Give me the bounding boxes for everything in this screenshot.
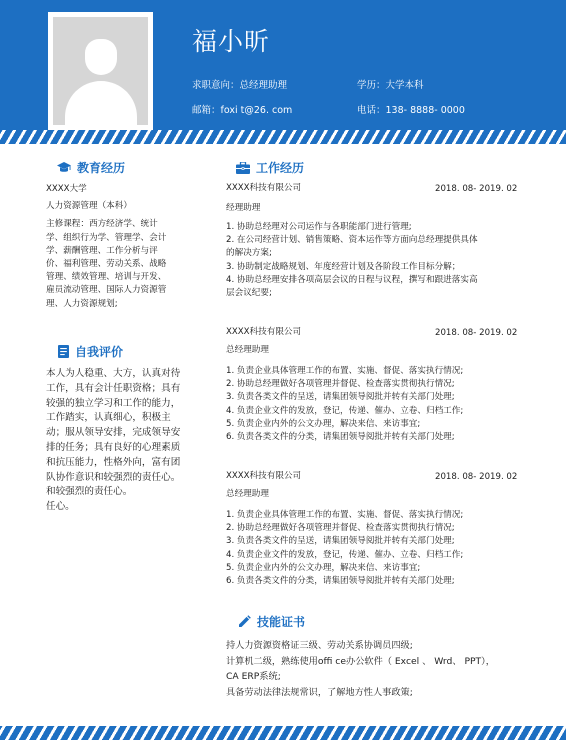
briefcase-icon (236, 162, 250, 174)
major: 人力资源管理（本科） (46, 201, 132, 212)
job-company: XXXX科技有限公司 (226, 327, 302, 337)
self-eval-line: 任心。 (46, 501, 75, 513)
graduation-cap-icon (57, 162, 71, 174)
course-line: 学、组织行为学、管理学、会计 (46, 232, 167, 243)
document-icon (58, 345, 69, 358)
course-line: 学、薪酬管理、工作分析与评 (46, 245, 158, 256)
job-company: XXXX科技有限公司 (226, 471, 302, 481)
duty-item: 的解决方案; (226, 248, 272, 259)
skill-line: 持人力资源资格证三级、劳动关系协调员四级; (226, 640, 413, 651)
self-eval-line: 本人为人稳重、大方，认真对待 (46, 368, 181, 379)
duty-item: 5. 负责企业内外的公文办理，解决来信、来访事宜; (226, 562, 421, 573)
job-duties (226, 365, 463, 444)
self-eval-line: 工作踏实，认真细心，积极主 (46, 412, 171, 424)
duty-item: 3. 负责各类文件的呈送，请集团领导阅批并转有关部门处理; (226, 536, 455, 547)
duty-item: 1. 负责企业具体管理工作的布置、实施、督促、落实执行情况; (226, 366, 464, 376)
job-company: XXXX科技有限公司 (226, 183, 302, 193)
duty-item: 1. 协助总经理对公司运作与各职能部门进行管理; (226, 222, 412, 232)
top-stripe-divider (0, 130, 566, 144)
self-eval-line: 较强的独立学习和工作的能力， (46, 397, 181, 409)
duty-item: 3. 协助制定战略规划、年度经营计划及各阶段工作目标分解； (226, 261, 461, 272)
job-intention: 求职意向：总经理助理 (192, 80, 288, 91)
school-name: XXXX大学 (46, 184, 87, 194)
avatar-body (65, 81, 137, 125)
duty-item: 3. 负责各类文件的呈送，请集团领导阅批并转有关部门处理; (226, 392, 455, 403)
education-title: 教育经历 (77, 161, 126, 175)
self-eval-block (46, 367, 180, 515)
job-duties (226, 509, 463, 588)
duty-item: 6. 负责各类文件的分类，请集团领导阅批并转有关部门处理; (226, 576, 455, 587)
self-eval-title: 自我评价 (75, 345, 124, 359)
course-line: 雇员流动管理、国际人力资源管 (46, 285, 167, 296)
skills-section-header (238, 613, 305, 630)
job-duties (226, 221, 478, 300)
skills-title: 技能证书 (257, 615, 306, 629)
course-line: 管理、绩效管理、培训与开发、 (46, 272, 167, 283)
email: 邮箱：foxi t@26. com (192, 105, 293, 116)
self-eval-line: 和抗压能力，性格外向，富有团 (46, 456, 181, 468)
self-eval-line: 动；服从领导安排，完成领导安 (46, 427, 181, 439)
skill-line: 具备劳动法律法规常识，了解地方性人事政策; (226, 686, 413, 698)
self-eval-line: 队协作意识和较强烈的责任心。 (46, 471, 181, 483)
duty-item: 2. 协助总经理做好各项管理并督促、检查落实贯彻执行情况; (226, 523, 455, 534)
education-block (46, 183, 166, 311)
avatar-head (85, 39, 117, 75)
course-line: 主修课程：西方经济学、统计 (46, 219, 158, 230)
candidate-name: 福小昕 (192, 27, 271, 56)
bottom-stripe-divider (0, 726, 566, 740)
job-role: 经理助理 (226, 203, 261, 213)
course-line: 理、人力资源规划; (46, 298, 118, 309)
duty-item: 6. 负责各类文件的分类，请集团领导阅批并转有关部门处理; (226, 432, 455, 443)
education-level: 学历：大学本科 (357, 80, 424, 91)
duty-item: 2. 在公司经营计划、销售策略、资本运作等方面向总经理提供具体 (226, 235, 478, 246)
duty-item: 4. 负责企业文件的发放，登记，传递、催办、立卷、归档工作; (226, 405, 464, 416)
duty-item: 4. 协助总经理安排各项高层会议的日程与议程，撰写和跟进落实高 (226, 274, 478, 285)
duty-item: 1. 负责企业具体管理工作的布置、实施、督促、落实执行情况; (226, 510, 464, 520)
job-role: 总经理助理 (226, 345, 269, 355)
job-date: 2018. 08- 2019. 02 (435, 184, 518, 194)
self-eval-section-header (58, 343, 123, 360)
duty-item: 层会议纪要; (226, 288, 272, 299)
self-eval-line: 和较强烈的责任心。 (46, 486, 133, 498)
skills-block (226, 638, 495, 700)
pencil-icon (238, 615, 251, 628)
skill-line: 计算机二级，熟练使用offi ce办公软件（ Excel 、 Wrd、 PPT）， (226, 655, 495, 667)
skill-line: CA ERP系统; (226, 671, 281, 682)
work-section-header (236, 159, 304, 176)
duty-item: 5. 负责企业内外的公文办理，解决来信、来访事宜; (226, 418, 421, 429)
job-date: 2018. 08- 2019. 02 (435, 328, 518, 338)
job-date: 2018. 08- 2019. 02 (435, 472, 518, 482)
self-eval-line: 排的任务；具有良好的心理素质 (46, 441, 181, 453)
self-eval-line: 工作，具有会计任职资格；具有 (46, 382, 181, 394)
job-role: 总经理助理 (226, 489, 269, 499)
profile-photo (48, 12, 153, 130)
education-section-header (57, 159, 125, 176)
work-title: 工作经历 (256, 161, 305, 175)
course-line: 价、福利管理、劳动关系、战略 (46, 259, 167, 270)
duty-item: 2. 协助总经理做好各项管理并督促、检查落实贯彻执行情况; (226, 379, 455, 390)
phone: 电话：138- 8888- 0000 (357, 105, 465, 116)
duty-item: 4. 负责企业文件的发放，登记，传递、催办、立卷、归档工作; (226, 549, 464, 560)
